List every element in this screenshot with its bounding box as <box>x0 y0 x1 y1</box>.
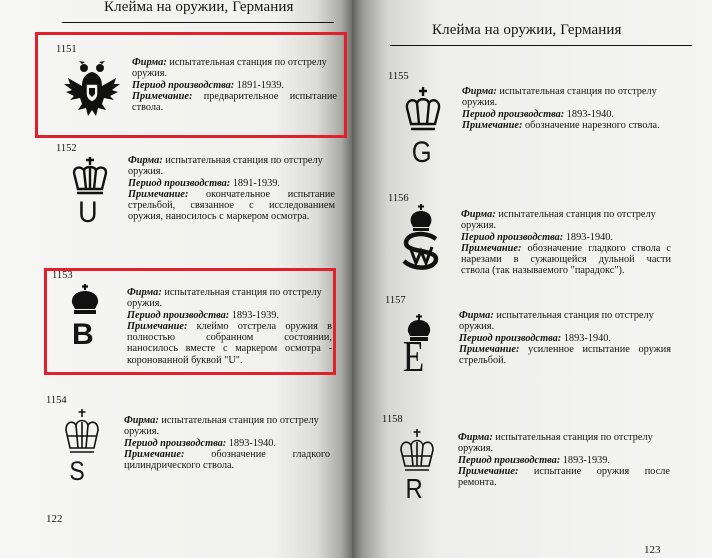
period-value: 1893-1939. <box>562 454 610 466</box>
page-header-title: Клейма на оружии, Германия <box>432 22 622 38</box>
period-label: Период производства: <box>127 309 230 321</box>
note-label: Примечание: <box>128 188 189 200</box>
firm-label: Фирма: <box>128 155 163 166</box>
entry-number: 1158 <box>382 414 403 425</box>
period-value: 1893-1940. <box>228 437 276 449</box>
entry-description <box>459 310 671 366</box>
firm-text: испытательная станция по отстрелу <box>165 155 323 166</box>
note-text-cont: цилиндрического ствола. <box>124 460 235 472</box>
stamp-letter: B <box>72 318 94 351</box>
note-text-cont: ремонта. <box>458 477 497 489</box>
firm-text: испытательная станция по отстрелу <box>496 310 654 321</box>
firm-label: Фирма: <box>461 209 496 220</box>
note-text: обозначение гладкого <box>211 448 330 460</box>
crown-sw-icon <box>396 203 446 273</box>
entry-number: 1152 <box>56 143 77 154</box>
entry-description <box>458 432 670 488</box>
stamp-letter: E <box>402 332 425 381</box>
page-number: 122 <box>46 513 63 525</box>
entry-description <box>128 155 335 223</box>
header-rule <box>390 45 692 46</box>
period-value: 1893-1940. <box>565 231 613 243</box>
note-text: обозначение гладкого ствола с <box>527 242 671 254</box>
period-label: Период производства: <box>461 231 564 243</box>
period-value: 1893-1940. <box>566 108 614 120</box>
stamp-letter: R <box>405 473 423 504</box>
note-label: Примечание: <box>127 320 188 332</box>
firm-label: Фирма: <box>458 432 493 443</box>
crown-icon <box>398 428 436 476</box>
note-label: Примечание: <box>459 343 520 355</box>
note-text-cont: нарезами в сужающейся дульной части <box>461 254 671 266</box>
firm-text: испытательная станция по отстрелу <box>169 57 327 68</box>
note-text: испытание оружия после <box>533 465 670 477</box>
note-text: усиленное испытание оружия <box>528 343 671 355</box>
stamp-letter: S <box>69 456 85 486</box>
note-text: обозначение нарезного ствола. <box>524 119 660 131</box>
note-label: Примечание: <box>132 90 193 102</box>
note-text-cont: коронованной буквой "U". <box>127 354 243 366</box>
note-text-cont: стрельбой. <box>459 355 507 367</box>
period-label: Период производства: <box>459 332 562 344</box>
stamp-letter: G <box>411 136 432 169</box>
firm-text: испытательная станция по отстрелу <box>499 86 657 97</box>
firm-text-cont: оружия. <box>127 298 163 310</box>
firm-label: Фирма: <box>459 310 494 321</box>
entry-number: 1157 <box>385 295 406 306</box>
entry-number: 1154 <box>46 395 67 406</box>
period-value: 1893-1939. <box>231 309 279 321</box>
crown-icon <box>62 408 102 458</box>
period-label: Период производства: <box>128 177 231 189</box>
note-label: Примечание: <box>458 465 519 477</box>
left-page <box>0 0 352 558</box>
note-text-cont: ствола. <box>132 102 164 114</box>
note-text-cont: ствола (так называемого "парадокс"). <box>461 265 625 277</box>
note-label: Примечание: <box>124 448 185 460</box>
header-rule <box>62 22 334 23</box>
firm-text: испытательная станция по отстрелу <box>164 287 322 298</box>
page-number: 123 <box>644 544 661 556</box>
entry-description <box>124 415 330 471</box>
firm-text-cont: оружия. <box>458 443 494 455</box>
note-text: предварительное испытание <box>203 90 337 102</box>
firm-text-cont: оружия. <box>132 68 168 80</box>
period-value: 1891-1939. <box>232 177 280 189</box>
period-label: Период производства: <box>132 79 235 91</box>
firm-label: Фирма: <box>127 287 162 298</box>
period-label: Период производства: <box>462 108 565 120</box>
note-text: окончательное испытание <box>206 188 336 200</box>
note-text-cont: стрельбой, связанное с исследованием <box>128 200 335 212</box>
note-label: Примечание: <box>462 119 523 131</box>
note-text-cont: оружия, наносилось с маркером осмотра. <box>128 211 310 223</box>
firm-label: Фирма: <box>132 57 167 68</box>
highlight-box-1151 <box>35 32 347 138</box>
firm-text: испытательная станция по отстрелу <box>161 415 319 426</box>
firm-text: испытательная станция по отстрелу <box>495 432 653 443</box>
firm-label: Фирма: <box>124 415 159 426</box>
crown-icon <box>402 86 444 134</box>
firm-text: испытательная станция по отстрелу <box>498 209 656 220</box>
period-label: Период производства: <box>124 437 227 449</box>
firm-text-cont: оружия. <box>462 97 498 109</box>
stamp-letter: U <box>78 196 98 229</box>
firm-text-cont: оружия. <box>128 166 164 178</box>
crown-icon <box>68 155 112 199</box>
entry-number: 1151 <box>56 44 77 55</box>
period-value: 1891-1939. <box>236 79 284 91</box>
period-value: 1893-1940. <box>563 332 611 344</box>
entry-number: 1153 <box>52 270 73 281</box>
note-label: Примечание: <box>461 242 522 254</box>
period-label: Период производства: <box>458 454 561 466</box>
firm-text-cont: оружия. <box>459 321 495 333</box>
entry-number: 1155 <box>388 71 409 82</box>
firm-label: Фирма: <box>462 86 497 97</box>
entry-description <box>462 86 672 131</box>
entry-description <box>461 209 671 277</box>
note-text-cont: полностью собранном состоянии, <box>127 332 332 344</box>
highlight-box-1153 <box>44 268 336 375</box>
firm-text-cont: оружия. <box>124 426 160 438</box>
entry-number: 1156 <box>388 193 409 204</box>
firm-text-cont: оружия. <box>461 220 497 232</box>
note-text: клеймо отстрела оружия в <box>196 320 332 332</box>
page-header-title: Клейма на оружии, Германия <box>104 0 294 15</box>
note-text-cont: наносилось вместе с маркером осмотра - <box>127 343 332 355</box>
right-page <box>352 0 712 558</box>
